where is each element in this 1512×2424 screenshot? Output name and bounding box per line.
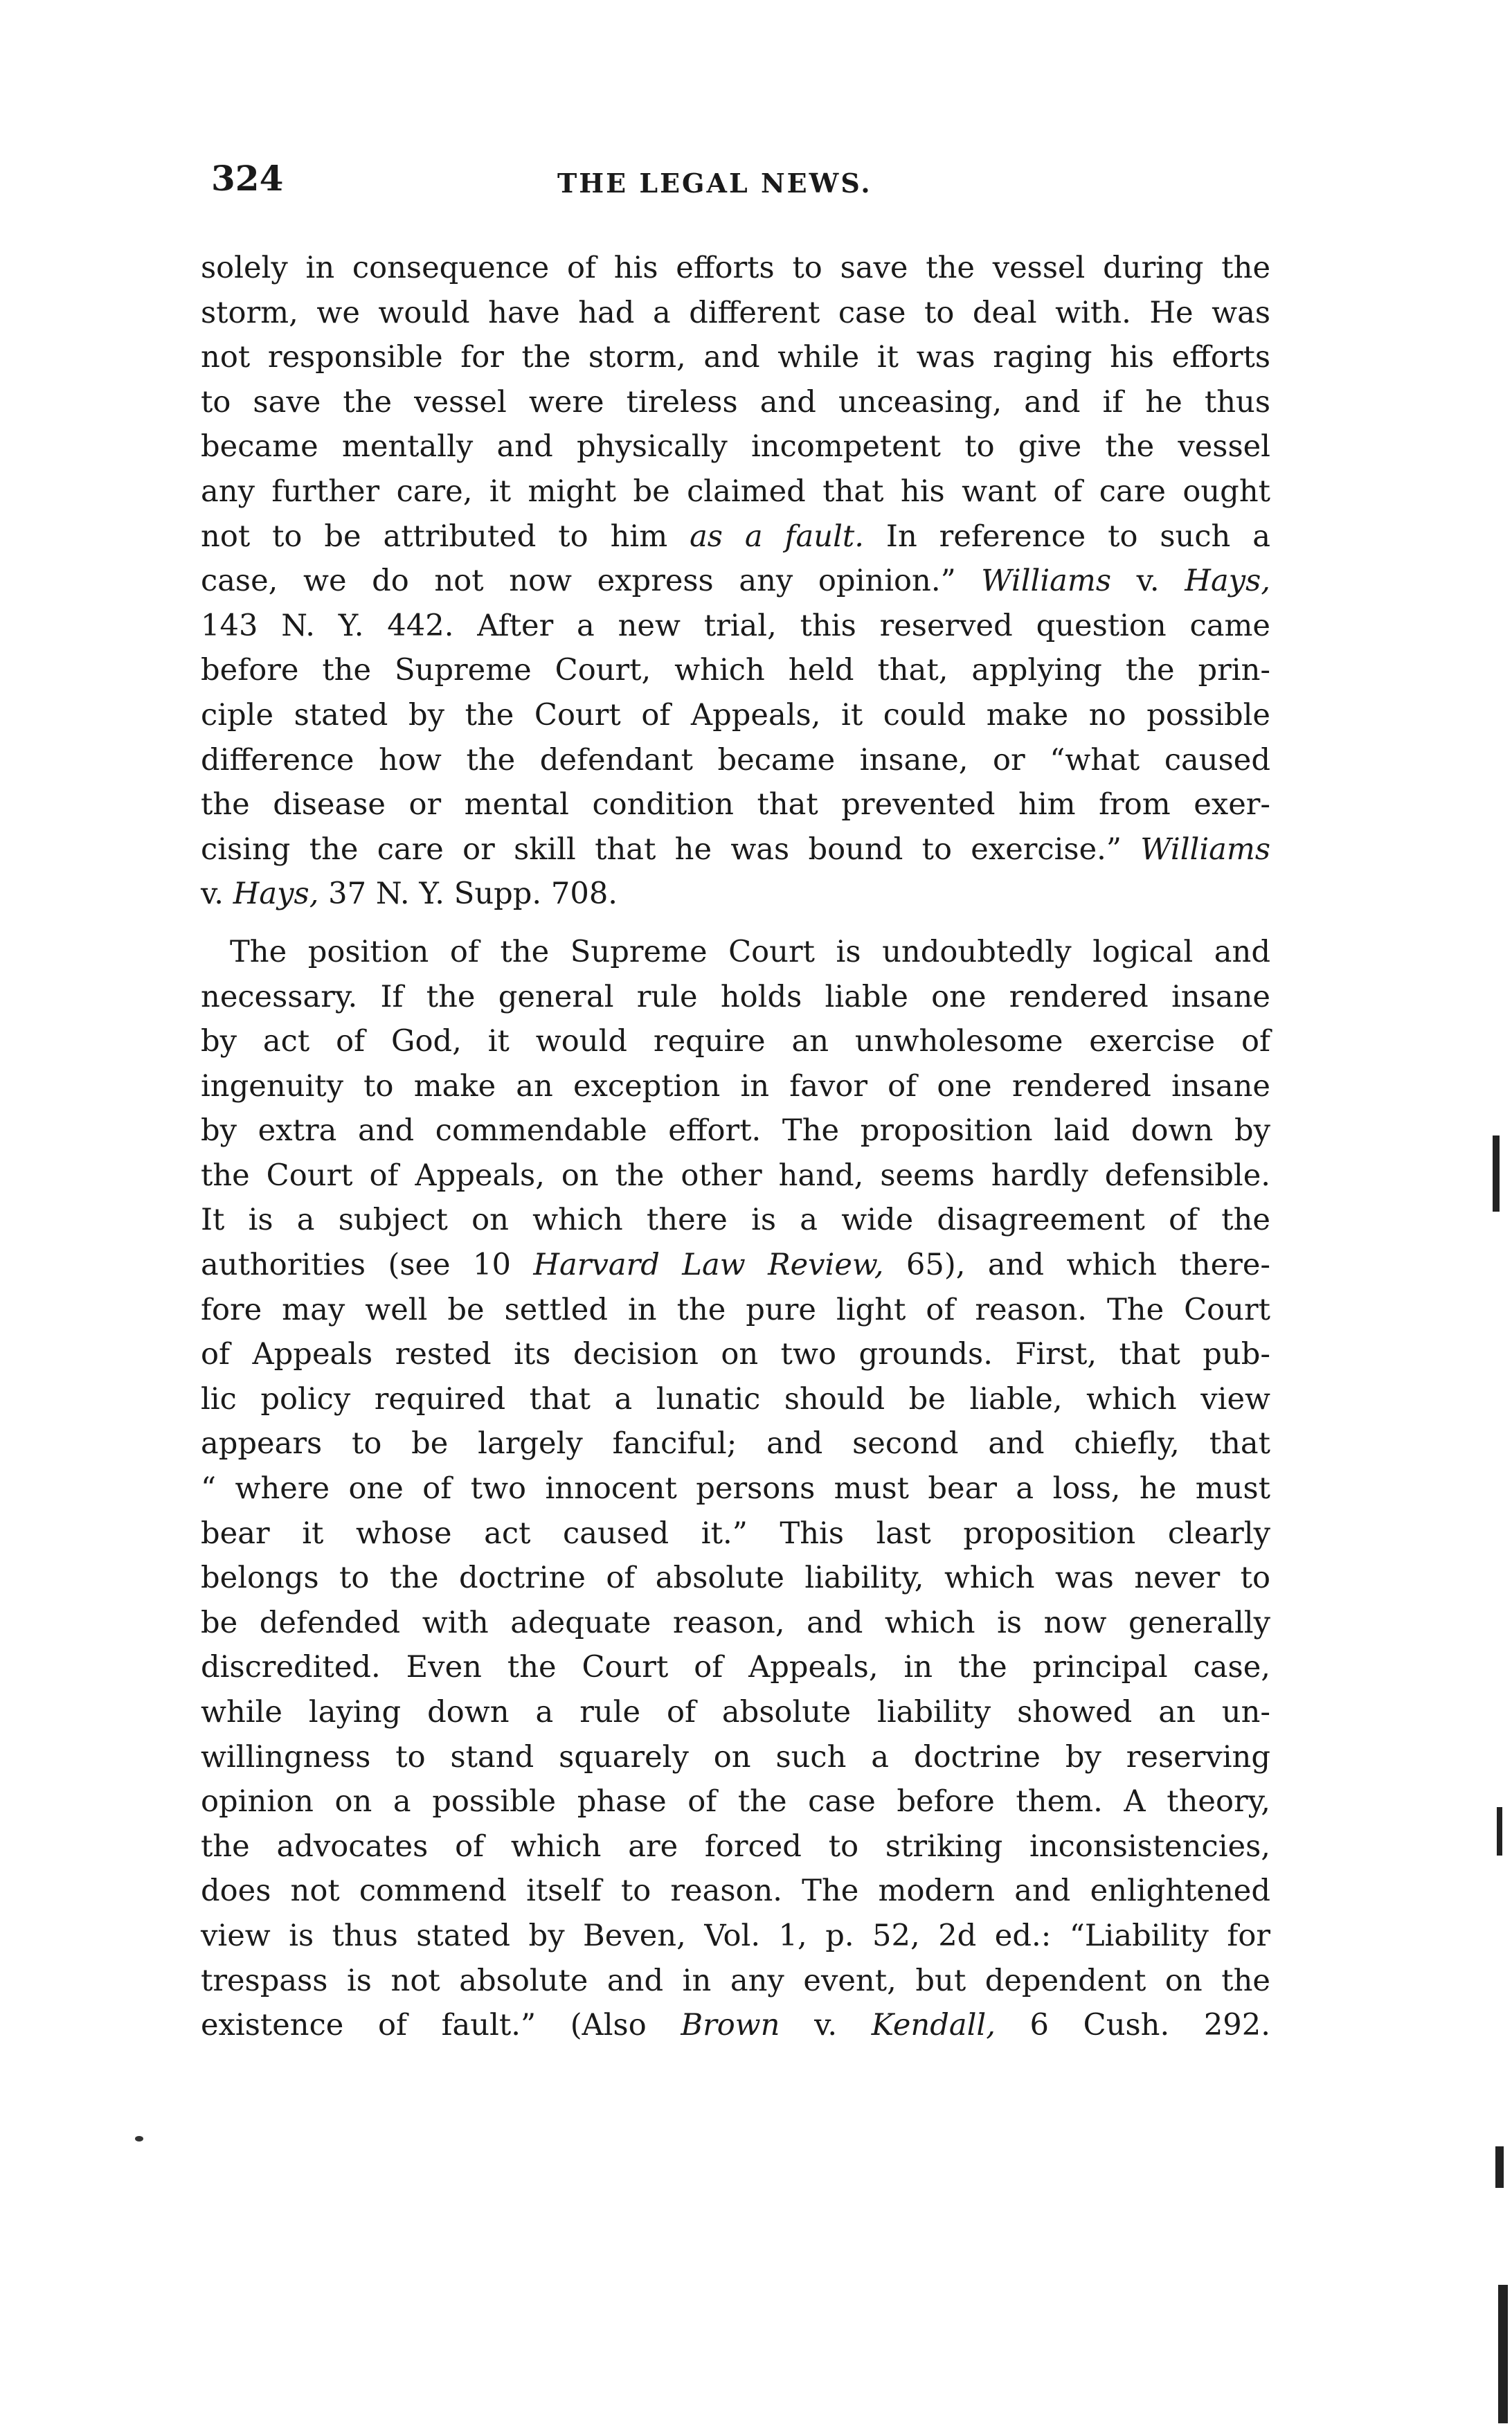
text-line: any further care, it might be claimed that his want of care ought	[201, 474, 1270, 509]
italic-text: as a fault.	[690, 519, 864, 554]
text-line: bear it whose act caused it.” This last proposition clearly	[201, 1516, 1270, 1551]
italic-text: Kendall,	[871, 2008, 996, 2043]
text-line: of Appeals rested its decision on two grounds. First, that pub-	[201, 1337, 1270, 1372]
italic-text: Williams	[1140, 832, 1270, 867]
italic-text: Hays,	[233, 877, 319, 912]
text-line: while laying down a rule of absolute liability showed an un-	[201, 1695, 1270, 1730]
text-line: before the Supreme Court, which held that, applying the prin-	[201, 653, 1270, 688]
text-line: by act of God, it would require an unwholesome exercise of	[201, 1024, 1270, 1059]
text-line: trespass is not absolute and in any event, but dependent on the	[201, 1963, 1270, 1998]
text-line: not to be attributed to him as a fault. In reference to such a	[201, 519, 1270, 554]
text-line: does not commend itself to reason. The modern and enlightened	[201, 1874, 1270, 1909]
text-line: the disease or mental condition that prevented him from exer-	[201, 787, 1270, 823]
page-header	[211, 158, 1277, 213]
italic-text: Brown	[681, 2008, 780, 2043]
text-line: opinion on a possible phase of the case before them. A theory,	[201, 1784, 1270, 1820]
text-line: existence of fault.” (Also Brown v. Kendall, 6 Cush. 292.	[201, 2008, 1270, 2043]
text-line: willingness to stand squarely on such a doctrine by reserving	[201, 1739, 1270, 1775]
italic-text: Williams	[981, 564, 1112, 599]
text-line: 143 N. Y. 442. After a new trial, this reserved question came	[201, 608, 1270, 643]
text-line: It is a subject on which there is a wide disagreement of the	[201, 1203, 1270, 1238]
text-line: necessary. If the general rule holds liable one rendered insane	[201, 979, 1270, 1014]
text-line: not responsible for the storm, and while it was raging his efforts	[201, 340, 1270, 375]
paragraph-1	[201, 246, 1270, 917]
text-line: “ where one of two innocent persons must bear a loss, he must	[201, 1471, 1270, 1507]
text-line: the advocates of which are forced to striking inconsistencies,	[201, 1829, 1270, 1864]
text-line: ingenuity to make an exception in favor of one rendered insane	[201, 1068, 1270, 1104]
page-number: 324	[211, 158, 284, 199]
text-line: became mentally and physically incompetent to give the vessel	[201, 429, 1270, 465]
text-line: view is thus stated by Beven, Vol. 1, p. 52, 2d ed.: “Liability for	[201, 1918, 1270, 1953]
text-line: authorities (see 10 Harvard Law Review, 65), and which there-	[201, 1248, 1270, 1283]
binding-edge	[1484, 0, 1512, 2424]
text-line: discredited. Even the Court of Appeals, in the principal case,	[201, 1650, 1270, 1685]
text-line: v. Hays, 37 N. Y. Supp. 708.	[201, 877, 618, 912]
text-line: belongs to the doctrine of absolute liability, which was never to	[201, 1561, 1270, 1596]
italic-text: Hays,	[1185, 564, 1270, 599]
text-line: solely in consequence of his efforts to save the vessel during the	[201, 251, 1270, 285]
italic-text: Harvard Law Review,	[533, 1248, 884, 1283]
text-line: be defended with adequate reason, and which is now generally	[201, 1605, 1270, 1640]
text-line: the Court of Appeals, on the other hand, seems hardly defensible.	[201, 1158, 1270, 1193]
text-line: difference how the defendant became insane, or “what caused	[201, 742, 1270, 778]
text-line: appears to be largely fanciful; and second and chiefly, that	[201, 1426, 1270, 1462]
text-line: cising the care or skill that he was bound to exercise.” Williams	[201, 832, 1270, 867]
text-line: lic policy required that a lunatic should be liable, which view	[201, 1381, 1270, 1417]
body-text	[201, 246, 1270, 2048]
paragraph-2	[201, 930, 1270, 2048]
text-line: fore may well be settled in the pure light of reason. The Court	[201, 1292, 1270, 1327]
speck	[135, 2136, 143, 2142]
text-line: by extra and commendable effort. The proposition laid down by	[201, 1113, 1270, 1149]
text-line: ciple stated by the Court of Appeals, it could make no possible	[201, 697, 1270, 733]
text-line: to save the vessel were tireless and unceasing, and if he thus	[201, 384, 1270, 420]
running-title: THE LEGAL NEWS.	[557, 168, 872, 199]
text-line: The position of the Supreme Court is undoubtedly logical and	[230, 934, 1270, 969]
text-line: case, we do not now express any opinion.” Williams v. Hays,	[201, 564, 1270, 599]
text-line: storm, we would have had a different case to deal with. He was	[201, 295, 1270, 330]
